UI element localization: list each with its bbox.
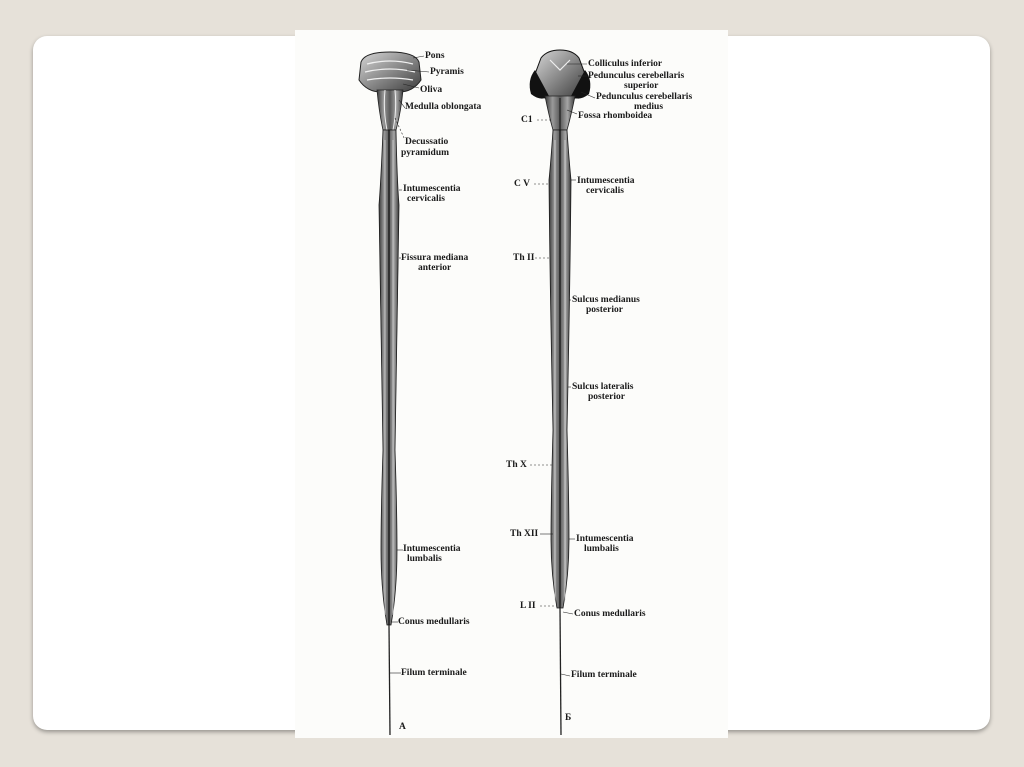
label-pyramis: Pyramis [430,67,464,77]
medulla-shape [377,90,403,130]
label-conus-medullaris-b: Conus medullaris [574,609,646,619]
panel-letter-b: Б [565,713,572,723]
label-decussatio-line2: pyramidum [401,148,450,158]
label-sulcus-lateralis-line2: posterior [588,392,625,402]
segment-c1: C1 [521,115,533,125]
spinal-cord-figure [295,30,728,738]
label-filum-terminale-b: Filum terminale [571,670,637,680]
segment-th2: Th II [513,253,535,263]
filum-b [560,608,561,735]
label-intumescentia-cervicalis-b-line2: cervicalis [586,186,624,196]
label-conus-medullaris-a: Conus medullaris [398,617,470,627]
label-pedunculus-superior-line2: superior [624,81,659,91]
label-pedunculus-medius-line2: medius [634,102,664,112]
label-oliva: Oliva [420,85,443,95]
segment-th12: Th XII [510,529,539,539]
label-medulla-oblongata: Medulla oblongata [405,102,482,112]
segment-th10: Th X [506,460,527,470]
label-decussatio-line1: Decussatio [405,137,449,147]
label-fossa-rhomboidea: Fossa rhomboidea [578,111,653,121]
label-filum-terminale-a: Filum terminale [401,668,467,678]
label-intumescentia-lumbalis-a-line2: lumbalis [407,554,442,564]
label-intumescentia-cervicalis-b-line1: Intumescentia [577,176,635,186]
label-intumescentia-cervicalis-a-line1: Intumescentia [403,184,461,194]
spinal-cord-drawing [295,30,728,738]
label-intumescentia-lumbalis-b-line1: Intumescentia [576,534,634,544]
label-fissura-mediana-line1: Fissura mediana [401,253,469,263]
label-intumescentia-cervicalis-a-line2: cervicalis [407,194,445,204]
figure-b-drawing [530,50,591,735]
label-colliculus-inferior: Colliculus inferior [588,59,663,69]
segment-l2: L II [520,601,536,611]
label-pedunculus-medius-line1: Pedunculus cerebellaris [596,92,693,102]
label-fissura-mediana-line2: anterior [418,263,452,273]
panel-letter-a: A [399,722,406,732]
segment-cv: C V [514,179,530,189]
label-pons: Pons [425,51,445,61]
label-intumescentia-lumbalis-a-line1: Intumescentia [403,544,461,554]
label-sulcus-medianus-line1: Sulcus medianus [572,295,640,305]
label-pedunculus-superior-line1: Pedunculus cerebellaris [588,71,685,81]
label-sulcus-lateralis-line1: Sulcus lateralis [572,382,634,392]
filum-a [389,625,390,735]
label-intumescentia-lumbalis-b-line2: lumbalis [584,544,619,554]
label-sulcus-medianus-line2: posterior [586,305,623,315]
